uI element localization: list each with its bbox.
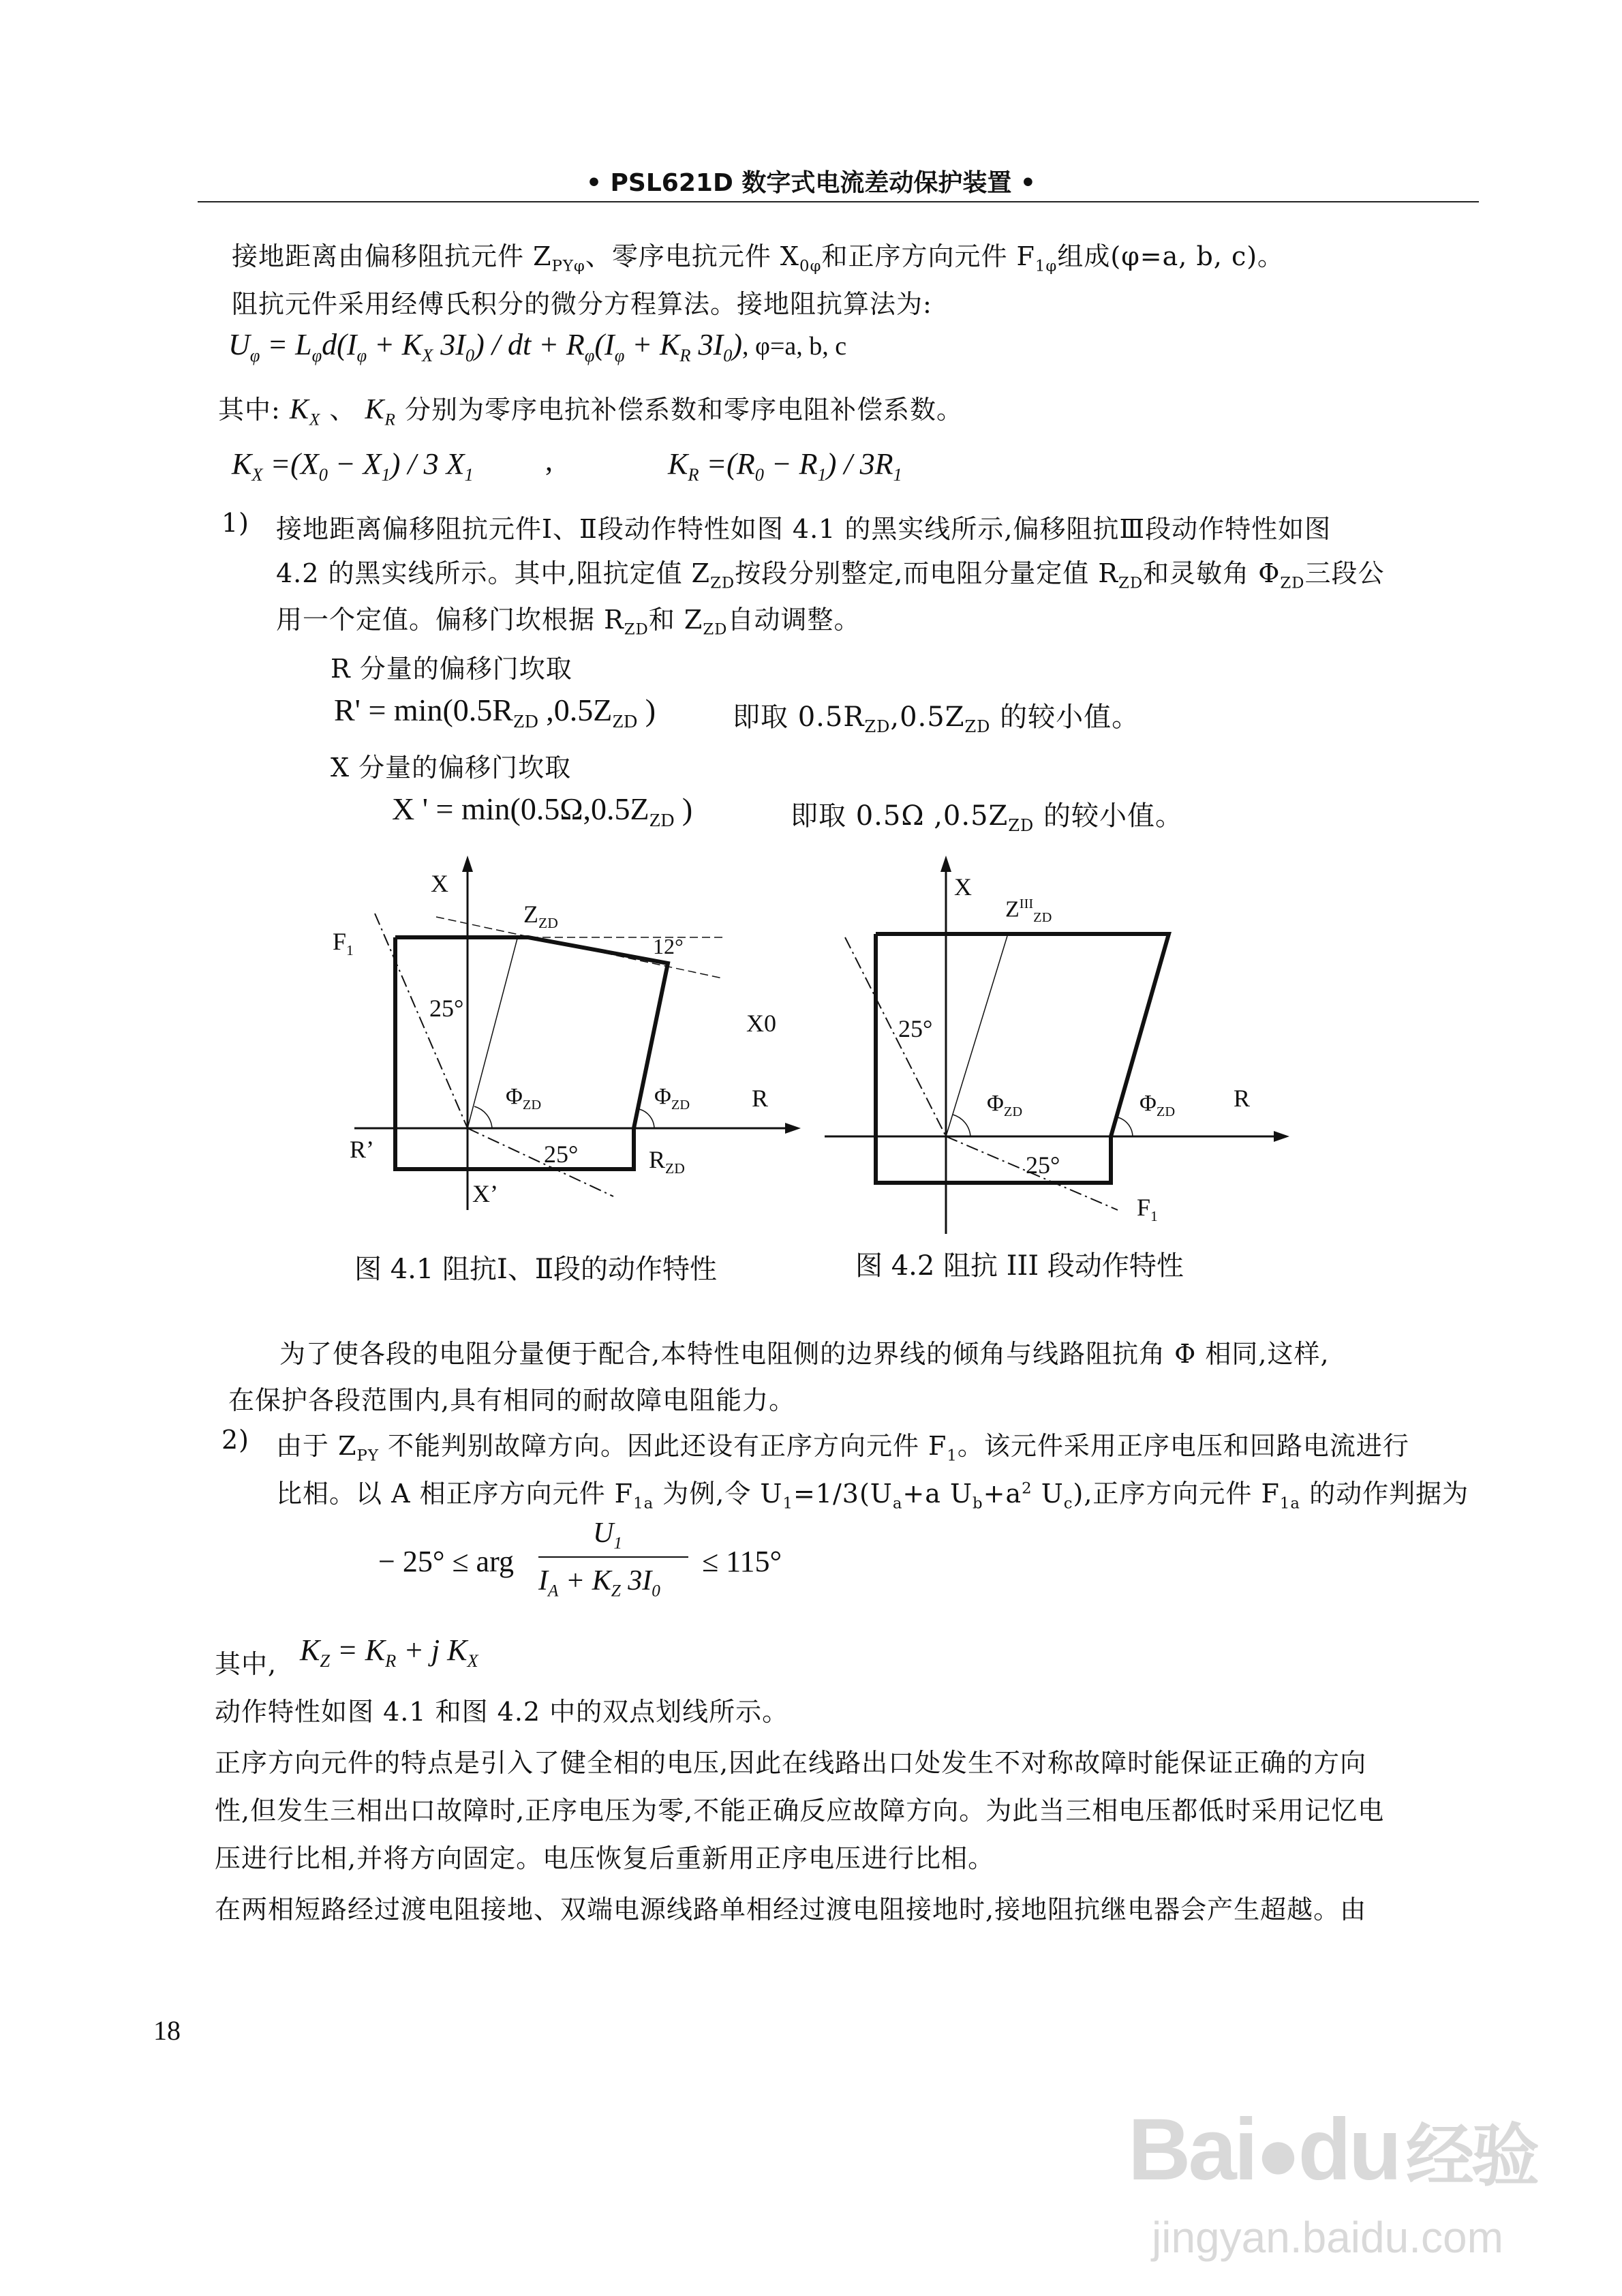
fig1-x-arrow <box>462 856 473 872</box>
kx-symbol: $K_X$ <box>289 394 321 429</box>
r-offset-formula: $R' = \min(0.5R_{ZD}$ $,0.5Z_{ZD}$ ) <box>334 693 656 732</box>
para4-line3: 压进行比相,并将方向固定。电压恢复后重新用正序电压进行比相。 <box>215 1843 995 1873</box>
fig1-x0-label: X0 <box>746 1010 776 1037</box>
sub-zpy: PYφ <box>551 257 585 275</box>
x-offset-label: X 分量的偏移门坎取 <box>331 753 572 783</box>
fig1-zzd-label: $Z_{ZD}$ <box>523 901 558 932</box>
header-title: • PSL621D 数字式电流差动保护装置 • <box>586 169 1036 197</box>
fig2-phi-arc2 <box>1118 1117 1133 1136</box>
para2-line1: 为了使各段的电阻分量便于配合,本特性电阻侧的边界线的倾角与线路阻抗角 Φ 相同,这样, <box>279 1339 1330 1369</box>
kz-formula: $K_Z = K_R + j$ $K_X$ <box>300 1633 478 1671</box>
item1-line1: 接地距离偏移阻抗元件Ⅰ、Ⅱ段动作特性如图 4.1 的黑实线所示,偏移阻抗Ⅲ段动作特性如图 <box>276 514 1332 544</box>
watermark-logo <box>1128 2100 1537 2200</box>
fig2-angle25b: 25° <box>1026 1151 1060 1179</box>
kr-symbol: $K_R$ <box>365 394 396 429</box>
r-offset-label: R 分量的偏移门坎取 <box>331 654 572 684</box>
figure-4-2 <box>825 856 1302 1237</box>
fig2-phi-arc <box>953 1115 970 1136</box>
watermark-jingyan: 经验 <box>1406 2118 1537 2194</box>
para4-line2: 性,但发生三相出口故障时,正序电压为零,不能正确反应故障方向。为此当三相电压都低时采用记忆电 <box>215 1796 1385 1826</box>
paw-icon: ● <box>1255 2112 1298 2196</box>
eq-arg-num: $U_1$ <box>593 1517 622 1553</box>
para1-text-d: 组成(φ=a, b, c)。 <box>1057 241 1285 271</box>
fig1-r-arrow <box>785 1123 801 1134</box>
fig2-r-arrow <box>1274 1131 1289 1142</box>
r-offset-note: 即取 $0.5R_{ZD},0.5Z_{ZD}$ 的较小值。 <box>733 701 1140 736</box>
para1-line2: 阻抗元件采用经傅氏积分的微分方程算法。接地阻抗算法为: <box>232 289 932 319</box>
eq-arg-den: $I_A + K_Z$ $3I_0$ <box>538 1565 660 1601</box>
item1-line2-d: 三段公 <box>1304 558 1385 588</box>
para2-line2: 在保护各段范围内,具有相同的耐故障电阻能力。 <box>228 1385 796 1415</box>
fig2-r-label: R <box>1234 1085 1251 1112</box>
sub-zd-1: ZD <box>710 574 735 592</box>
eq-arg-fraction-bar <box>538 1556 688 1558</box>
equation-main-suffix: , φ=a, b, c <box>742 332 847 361</box>
fig1-angle12: 12° <box>653 934 684 958</box>
eq-k-sep: , <box>545 444 553 477</box>
item1-line3-b: 和 Z <box>648 605 703 635</box>
sub-zd-2: ZD <box>1118 574 1144 592</box>
fig2-phizd1: $\Phi_{ZD}$ <box>987 1091 1023 1119</box>
para1-text-c: 和正序方向元件 F <box>821 241 1035 271</box>
equation-main-formula: $U_\varphi = L_\varphi d(I_\varphi + K_X$ $3I_0$) / dt + $R_\varphi(I_\varphi + K_R$ $3I_0$) <box>228 328 743 365</box>
item2-line1: 由于 $Z_{PY}$ 不能判别故障方向。因此还设有正序方向元件 $F_1$。该元件采用正序电压和回路电流进行 <box>276 1431 1409 1465</box>
sub-x0: 0φ <box>799 257 822 275</box>
page-number: 18 <box>153 2015 181 2046</box>
fig1-phi-arc <box>474 1106 492 1128</box>
eq-arg-left: − 25° ≤ arg <box>378 1545 514 1578</box>
eq-kr: $K_R =(R_0 - R_1) / 3R_1$ <box>668 447 902 485</box>
fig2-x-label: X <box>954 873 972 901</box>
para1-text-a: 接地距离由偏移阻抗元件 Z <box>232 241 552 271</box>
fig1-r-label: R <box>752 1085 769 1112</box>
item1-line2-a: 4.2 的黑实线所示。其中,阻抗定值 Z <box>276 558 711 588</box>
x-offset-formula: X ' = $\min(0.5\Omega,0.5Z_{ZD}$ ) <box>392 791 693 831</box>
fig1-f1-label: $F_1$ <box>333 928 354 959</box>
para1-text-b: 、零序电抗元件 X <box>585 241 799 271</box>
para3-line1: 动作特性如图 4.1 和图 4.2 中的双点划线所示。 <box>215 1697 789 1727</box>
watermark-brand: Bai <box>1128 2101 1256 2199</box>
fig1-x-label: X <box>431 870 448 897</box>
item1-line2 <box>276 552 1384 592</box>
para4-line1: 正序方向元件的特点是引入了健全相的电压,因此在线路出口处发生不对称故障时能保证正确的方向 <box>215 1748 1367 1778</box>
kz-prefix: 其中, <box>215 1649 277 1679</box>
item1-number: 1) <box>221 508 250 538</box>
fig2-caption: 图 4.2 阻抗 III 段动作特性 <box>855 1250 1184 1282</box>
fig1-rzd-label: $R_{ZD}$ <box>649 1146 685 1177</box>
item1-line3 <box>276 599 860 639</box>
item1-line2-c: 和灵敏角 Φ <box>1143 558 1281 588</box>
equation-main <box>228 327 846 366</box>
fig1-phizd1: $\Phi_{ZD}$ <box>506 1084 542 1113</box>
sub-zd-3: ZD <box>1280 574 1305 592</box>
eq-kx: $K_X =(X_0 - X_1) / 3$ $X_1$ <box>232 447 474 485</box>
fig2-phizd2: $\Phi_{ZD}$ <box>1139 1091 1176 1119</box>
fig2-characteristic <box>876 934 1169 1183</box>
item1-line3-c: 自动调整。 <box>727 605 861 635</box>
fig2-angle25a: 25° <box>898 1015 933 1042</box>
sub-zd-5: ZD <box>703 620 728 639</box>
fig1-phizd2: $\Phi_{ZD}$ <box>654 1084 690 1113</box>
sub-zd-4: ZD <box>624 620 649 639</box>
item1-line3-a: 用一个定值。偏移门坎根据 R <box>276 605 624 635</box>
kx-text: 分别为零序电抗补偿系数和零序电阻补偿系数。 <box>404 395 963 425</box>
fig1-caption: 图 4.1 阻抗Ⅰ、Ⅱ段的动作特性 <box>354 1254 718 1285</box>
para1-line1 <box>232 235 1284 275</box>
figure-4-1 <box>313 856 818 1224</box>
item2-line2: 比相。以 A 相正序方向元件 $F_{1a}$ 为例,令 $U_1=1/3(U_a+a$ $U_b+a^2$ $U_c$),正序方向元件 $F_{1a}$ 的动作判据为 <box>276 1479 1469 1513</box>
header-rule <box>198 201 1479 202</box>
fig1-xprime: X’ <box>472 1180 498 1207</box>
fig1-phi-arc2 <box>639 1109 654 1128</box>
fig2-f1-label: $F_1$ <box>1137 1194 1158 1225</box>
fig1-rprime: R’ <box>350 1136 374 1163</box>
para5-line1: 在两相短路经过渡电阻接地、双端电源线路单相经过渡电阻接地时,接地阻抗继电器会产生超越。由 <box>215 1894 1367 1924</box>
kx-kr-explanation: 其中: $K_X$ 、 $K_R$ 分别为零序电抗补偿系数和零序电阻补偿系数。 <box>218 394 963 429</box>
watermark-brand2: du <box>1298 2101 1400 2199</box>
kx-prefix: 其中: <box>218 395 281 425</box>
fig1-characteristic <box>395 937 668 1169</box>
x-offset-note: 即取 0.5Ω $,0.5Z_{ZD}$ 的较小值。 <box>791 800 1183 835</box>
sub-f1: 1φ <box>1035 257 1058 275</box>
item2-number: 2) <box>221 1425 250 1455</box>
eq-arg-right: ≤ 115° <box>702 1545 782 1578</box>
item1-line2-b: 按段分别整定,而电阻分量定值 R <box>735 558 1118 588</box>
fig1-angle25b: 25° <box>544 1141 579 1168</box>
fig2-ziii-label: $Z^{III}_{ZD}$ <box>1005 896 1052 926</box>
watermark-url: jingyan.baidu.com <box>1152 2213 1503 2262</box>
fig1-angle25a: 25° <box>429 995 464 1022</box>
fig2-x-arrow <box>940 856 951 872</box>
